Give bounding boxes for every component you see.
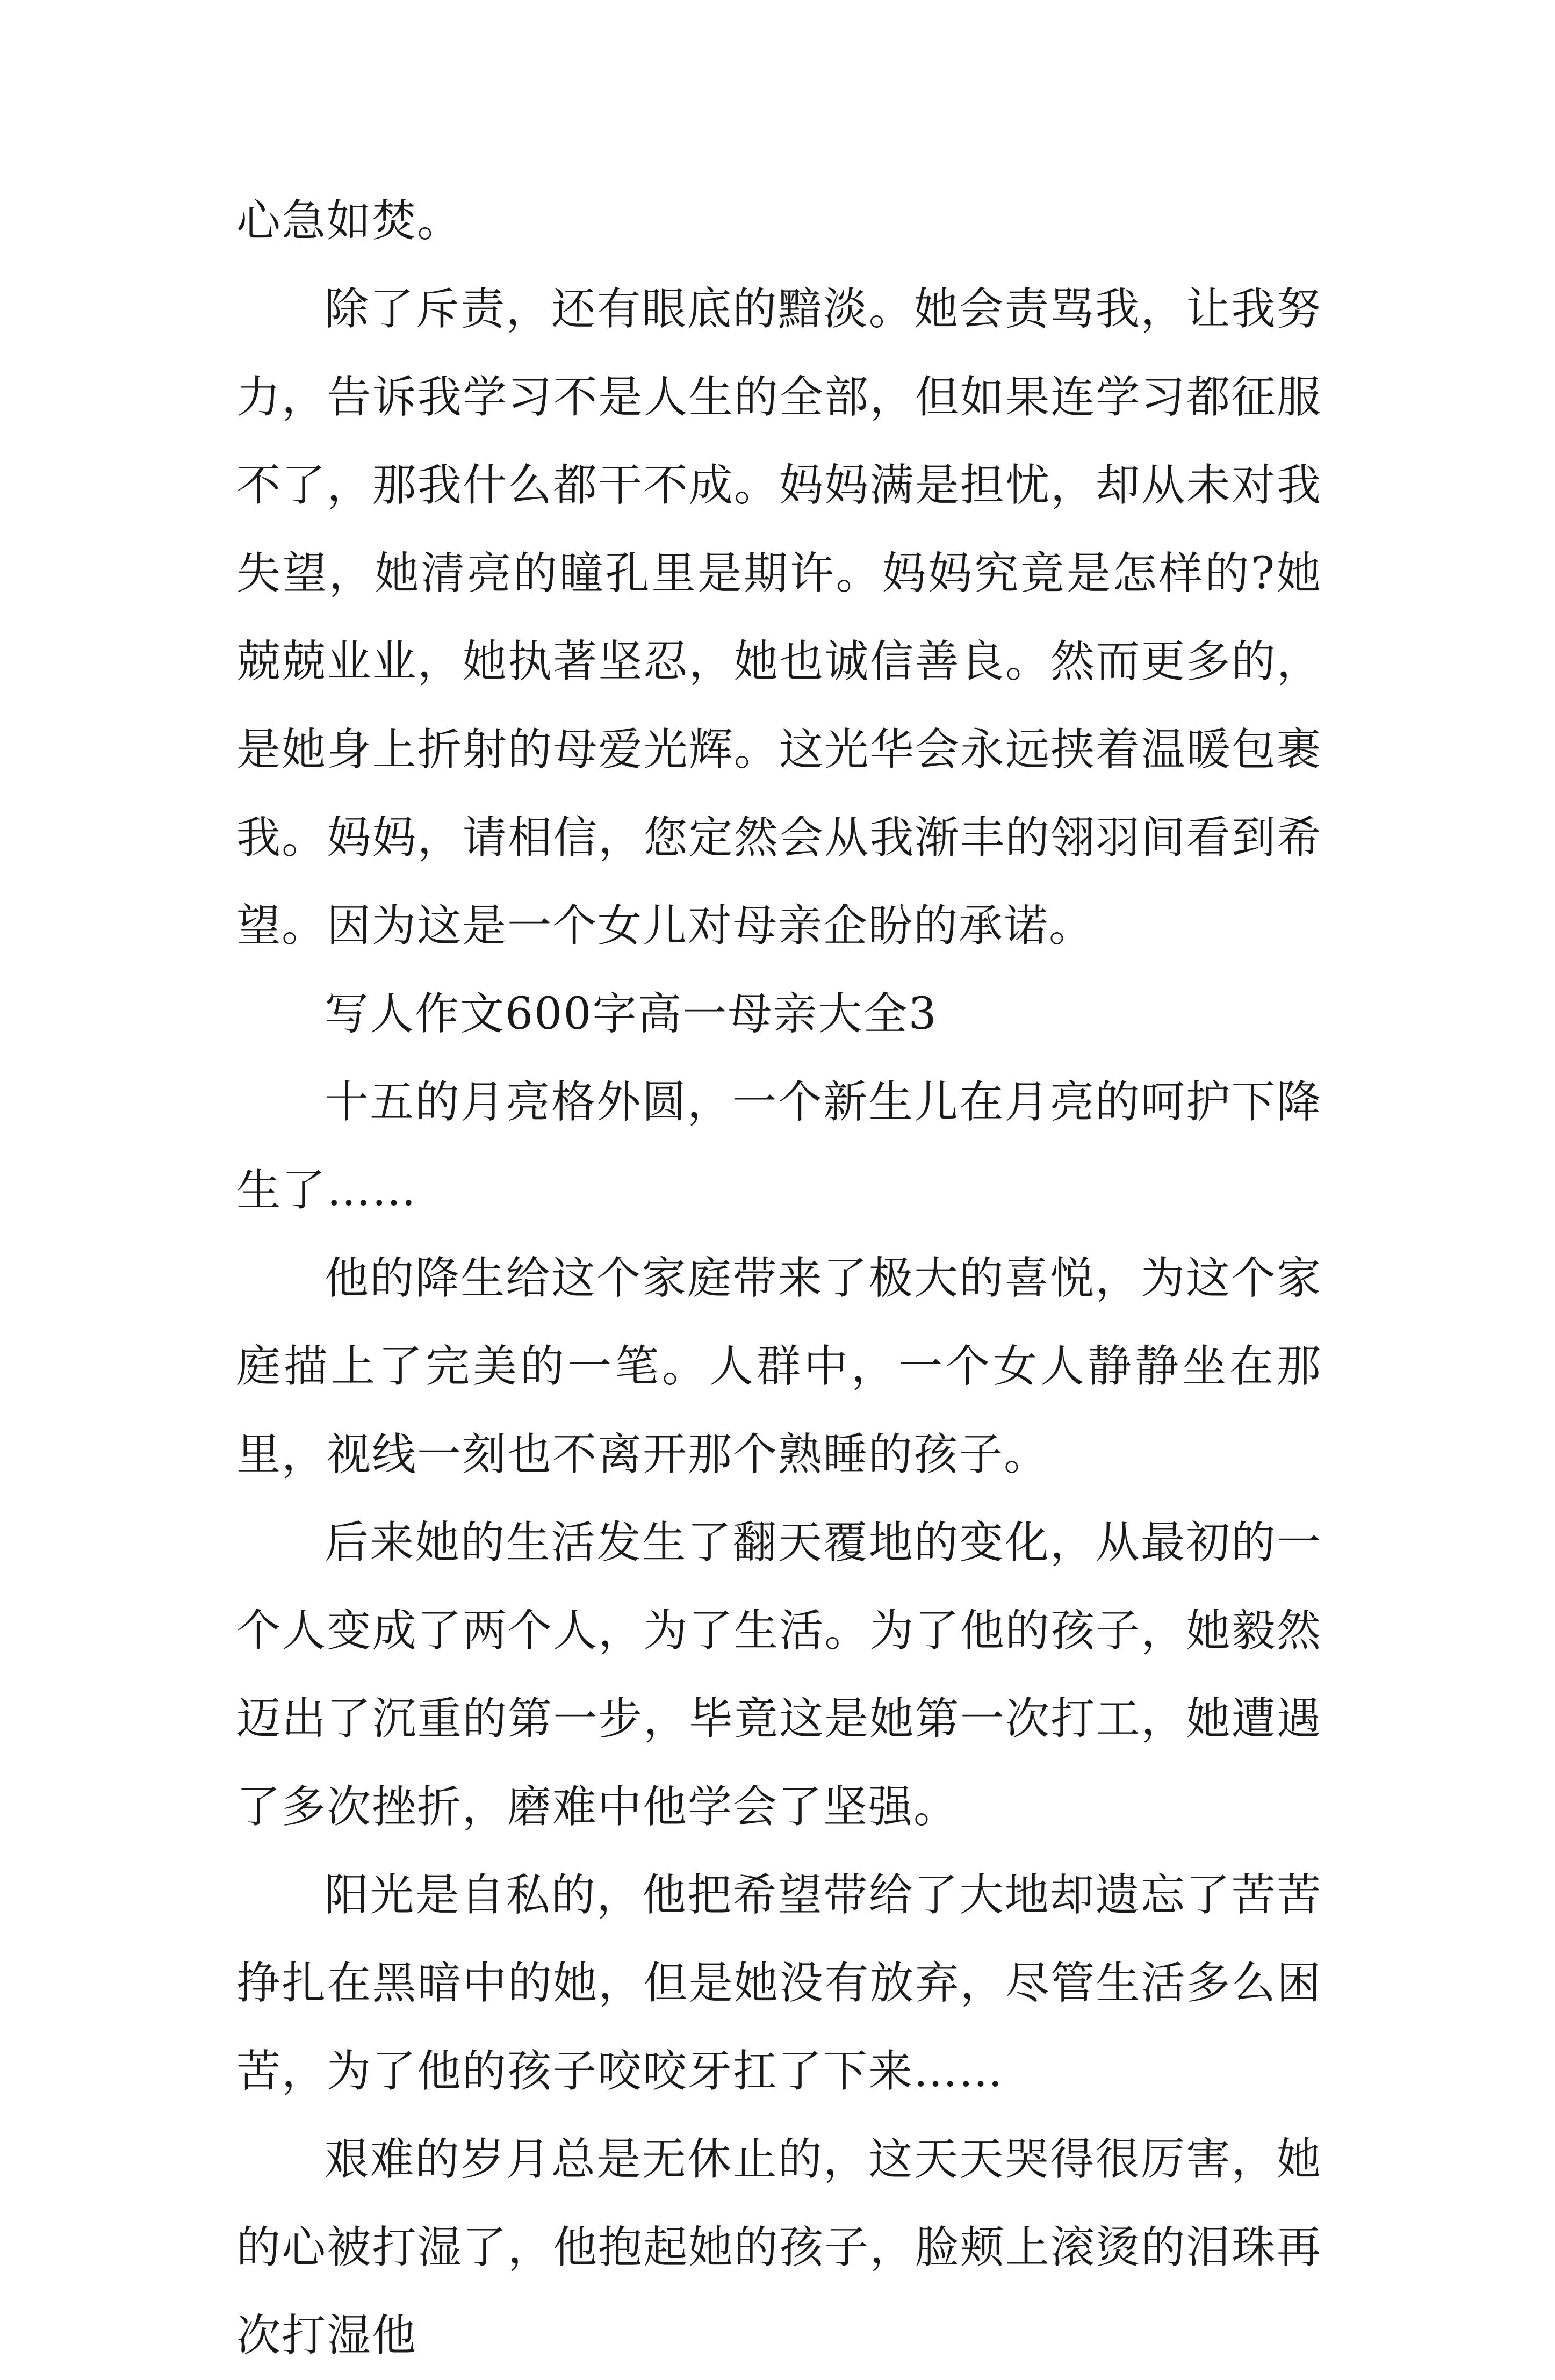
essay-heading: 写人作文600字高一母亲大全3 [325, 989, 938, 1040]
paragraph-5: 后来她的生活发生了翻天覆地的变化，从最初的一个人变成了两个人，为了生活。为了他的孩子，她毅然迈出了沉重的第一步，毕竟这是她第一次打工，她遭遇了多次挫折，磨难中他学会了坚强。 [236, 1517, 1322, 1833]
paragraph-4: 他的降生给这个家庭带来了极大的喜悦，为这个家庭描上了完美的一笔。人群中，一个女人静静坐在那里，视线一刻也不离开那个熟睡的孩子。 [236, 1253, 1322, 1480]
paragraph-1: 心急如焚。 [236, 196, 463, 247]
paragraph-6: 阳光是自私的，他把希望带给了大地却遗忘了苦苦挣扎在黑暗中的她，但是她没有放弃，尽管生活多么困苦，为了他的孩子咬咬牙扛了下来…… [236, 1870, 1322, 2097]
document-body [236, 177, 1322, 2380]
paragraph-7: 艰难的岁月总是无休止的，这天天哭得很厉害，她的心被打湿了，他抱起她的孩子，脸颊上滚烫的泪珠再次打湿他 [236, 2134, 1322, 2361]
paragraph-2: 除了斥责，还有眼底的黯淡。她会责骂我，让我努力，告诉我学习不是人生的全部，但如果连学习都征服不了，那我什么都干不成。妈妈满是担忧，却从未对我失望，她清亮的瞳孔里是期许。妈妈究竟是怎样的?她兢兢业业，她执著坚忍，她也诚信善良。然而更多的，是她身上折射的母爱光辉。这光华会永远挟着温暖包裹我。妈妈，请相信，您定然会从我渐丰的翎羽间看到希望。因为这是一个女儿对母亲企盼的承诺。 [236, 284, 1322, 951]
paragraph-3: 十五的月亮格外圆，一个新生儿在月亮的呵护下降生了…… [236, 1077, 1322, 1216]
